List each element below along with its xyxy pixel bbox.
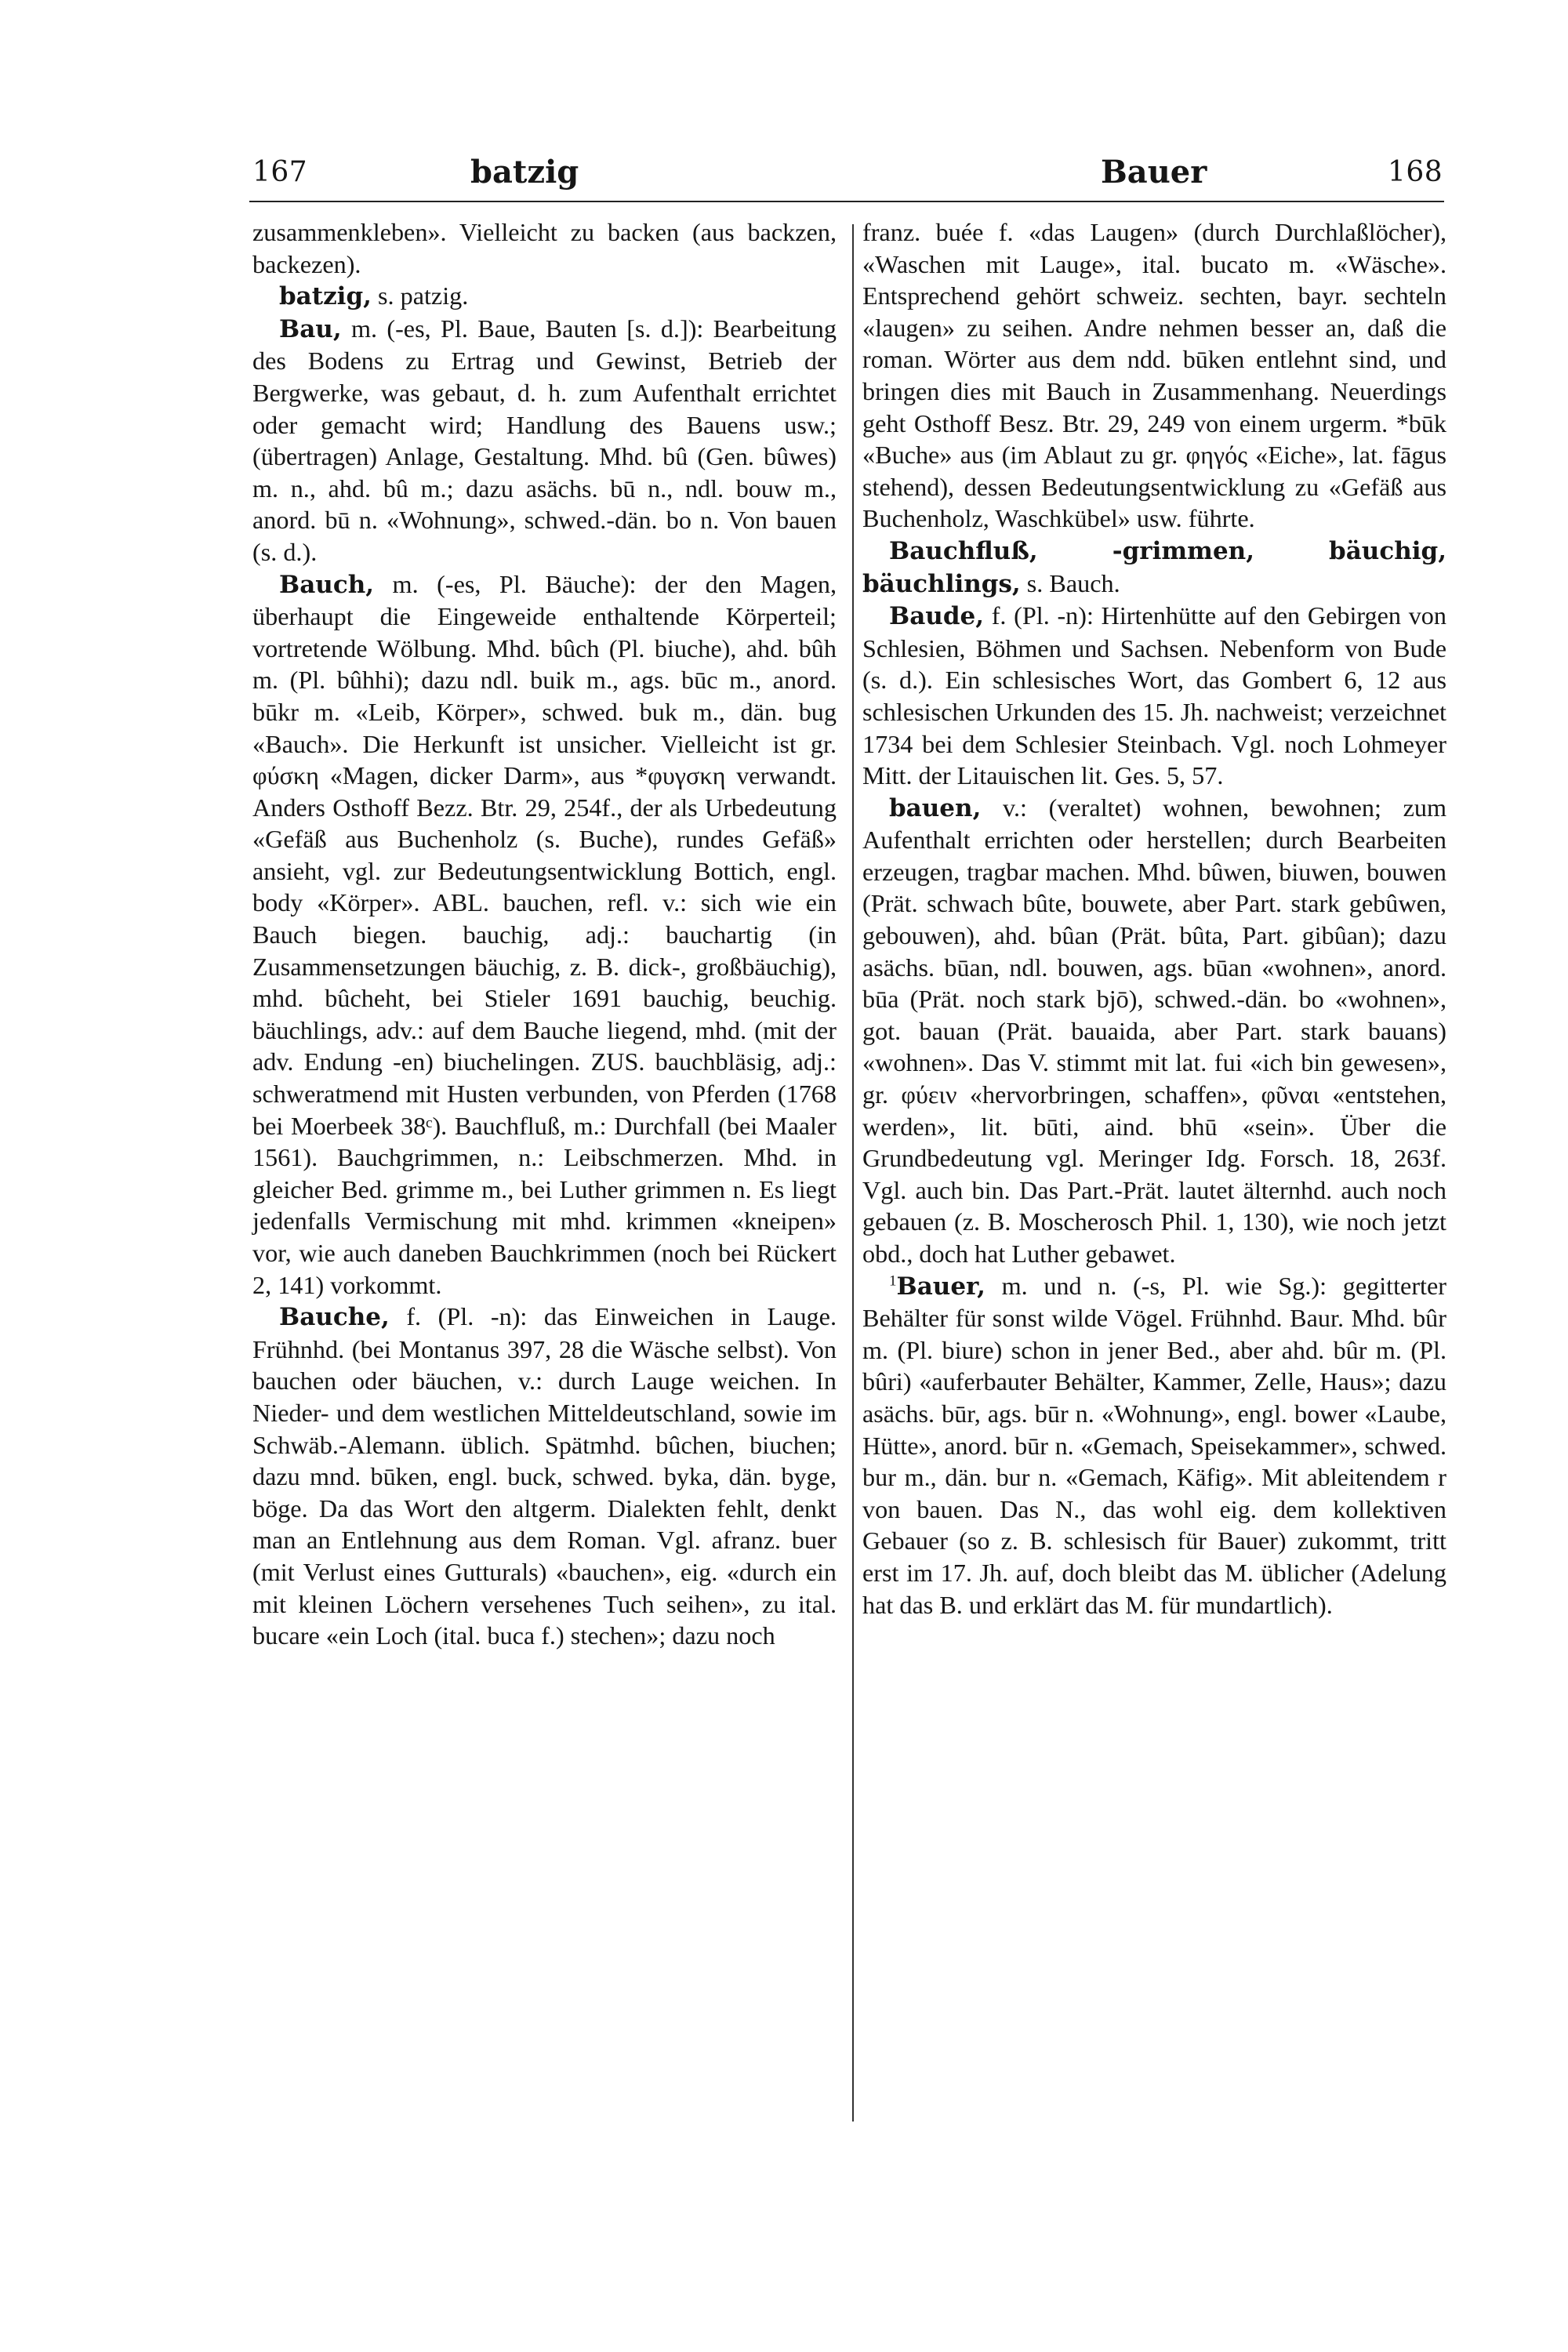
entry-text: s. patzig.: [371, 281, 469, 310]
entry-bauchfluss: [862, 535, 1446, 600]
entry-text: f. (Pl. -n): das Einweichen in Lauge. Frühnhd. (bei Montanus 397, 28 die Wäsche selbst). Von bauchen oder bäuchen, v.: durch Lauge weichen. In Nieder- und dem westlichen Mitteldeutschland, sowie im Schwäb.-Alemann. üblich. Spätmhd. bûchen, biuchen; dazu mnd. būken, engl. buck, schwed. byka, dän. byge, böge. Da das Wort den altgerm. Dialekten fehlt, denkt man an Entlehnung aus dem Roman. Vgl. afranz. buer (mit Verlust eines Gutturals) «bauchen», eig. «durch ein mit kleinen Löchern versehenes Tuch seihen», zu ital. bucare «ein Loch (ital. buca f.) stechen»; dazu noch: [252, 1302, 837, 1650]
headword: Bauer,: [896, 1272, 985, 1301]
headword: Bauche,: [279, 1303, 390, 1332]
entry-bauer: [862, 1270, 1446, 1621]
column-divider: [852, 224, 854, 2122]
left-column: [252, 216, 837, 1652]
header-rule: [249, 201, 1444, 202]
page-number-left: 167: [252, 156, 308, 188]
entry-text: v.: (veraltet) wohnen, bewohnen; zum Aufenthalt errichten oder herstellen; durch Bearbeiten erzeugen, tragbar machen. Mhd. bûwen, biuwen, bouwen (Prät. schwach bûte, bouwete, aber Part. stark gebûwen, gebouwen), ahd. bûan (Prät. bûta, Part. gibûan); dazu asächs. būan, ndl. bouwen, ags. būan «wohnen», anord. būa (Prät. noch stark bjō), schwed.-dän. bo «wohnen», got. bauan (Prät. bauaida, aber Part. stark bauans) «wohnen». Das V. stimmt mit lat. fui «ich bin gewesen», gr. φύειν «hervorbringen, schaffen», φῦναι «entstehen, werden», lit. būti, aind. bhū «sein». Über die Grundbedeutung vgl. Meringer Idg. Forsch. 18, 263f. Vgl. auch bin. Das Part.-Prät. lautet älternhd. auch noch gebauen (z. B. Moscherosch Phil. 1, 130), wie noch jetzt obd., doch hat Luther gebawet.: [862, 793, 1446, 1268]
entry-bau: [252, 313, 837, 568]
guide-word-left: batzig: [470, 154, 579, 191]
entry-bauche: [252, 1301, 837, 1652]
entry-continuation: zusammenkleben». Vielleicht zu backen (aus backzen, backezen).: [252, 218, 837, 278]
right-column: [862, 216, 1446, 1621]
entry-bauch: [252, 568, 837, 1301]
entry-text: s. Bauch.: [1020, 568, 1120, 597]
headword: batzig,: [279, 282, 372, 311]
entry-baude: [862, 600, 1446, 792]
entry-text: m. (-es, Pl. Baue, Bauten [s. d.]): Bearbeitung des Bodens zu Ertrag und Gewinst, Betrieb der Bergwerke, was gebaut, d. h. zum Aufenthalt errichtet oder gemacht wird; Handlung des Bauens usw.; (übertragen) Anlage, Gestaltung. Mhd. bû (Gen. bûwes) m. n., ahd. bû m.; dazu asächs. bū n., ndl. bouw m., anord. bū n. «Wohnung», schwed.-dän. bo n. Von bauen (s. d.).: [252, 314, 837, 566]
headword: Bauchfluß, -grimmen, bäuchig, bäuchlings,: [862, 536, 1446, 598]
headword: bauen,: [889, 793, 982, 822]
entry-text: m. und n. (-s, Pl. wie Sg.): gegitterter Behälter für sonst wilde Vögel. Frühnhd. Baur. Mhd. bûr m. (Pl. biure) schon in jener Bed., aber ahd. bûr m. (Pl. bûri) «auferbauter Behälter, Kammer, Zelle, Haus»; dazu asächs. būr, ags. būr n. «Wohnung», engl. bower «Laube, Hütte», anord. būr n. «Gemach, Speisekammer», schwed. bur m., dän. bur n. «Gemach, Käfig». Mit ableitendem r von bauen. Das N., das wohl eig. dem kollektiven Gebauer (so z. B. schlesisch für Bauer) zukommt, tritt erst im 17. Jh. auf, doch bleibt das M. üblicher (Adelung hat das B. und erklärt das M. für mundartlich).: [862, 1271, 1446, 1619]
guide-word-right: Bauer: [1101, 154, 1207, 191]
entry-continuation: franz. buée f. «das Laugen» (durch Durchlaßlöcher), «Waschen mit Lauge», ital. bucato m. «Wäsche». Entsprechend gehört schweiz. sechten, bayr. sechteln «laugen» zu seihen. Andre nehmen besser an, daß die roman. Wörter aus dem ndd. būken entlehnt sind, und bringen dies mit Bauch in Zusammenhang. Neuerdings geht Osthoff Besz. Btr. 29, 249 von einem urgerm. *būk «Buche» aus (im Ablaut zu gr. φηγός «Eiche», lat. fāgus stehend), dessen Bedeutungsentwicklung zu «Gefäß aus Buchenholz, Waschkübel» usw. führte.: [862, 218, 1446, 533]
entry-bauen: [862, 792, 1446, 1270]
page-number-right: 168: [1388, 156, 1443, 188]
running-header: [0, 149, 1568, 196]
headword: Bauch,: [279, 570, 375, 599]
entry-text: f. (Pl. -n): Hirtenhütte auf den Gebirgen von Schlesien, Böhmen und Sachsen. Nebenform von Bude (s. d.). Ein schlesisches Wort, das Gombert 6, 12 aus schlesischen Urkunden des 15. Jh. nachweist; verzeichnet 1734 bei dem Schlesier Steinbach. Vgl. noch Lohmeyer Mitt. der Litauischen lit. Ges. 5, 57.: [862, 601, 1446, 790]
headword: Baude,: [889, 602, 985, 631]
entry-text: m. (-es, Pl. Bäuche): der den Magen, überhaupt die Eingeweide enthaltende Körperteil; vortretende Wölbung. Mhd. bûch (Pl. biuche), ahd. bûh m. (Pl. bûhhi); dazu ndl. buik m., ags. būc m., anord. būkr m. «Leib, Körper», schwed. buk m., dän. bug «Bauch». Die Herkunft ist unsicher. Vielleicht ist gr. φύσκη «Magen, dicker Darm», aus *φυγσκη verwandt. Anders Osthoff Bezz. Btr. 29, 254f., der als Urbedeutung «Gefäß aus Buchenholz (s. Buche), rundes Gefäß» ansieht, vgl. zur Bedeutungsentwicklung Bottich, engl. body «Körper». ABL. bauchen, refl. v.: sich wie ein Bauch biegen. bauchig, adj.: bauchartig (in Zusammensetzungen bäuchig, z. B. dick-, großbäuchig), mhd. bûcheht, bei Stieler 1691 bauchig, beuchig. bäuchlings, adv.: auf dem Bauche liegend, mhd. (mit der adv. Endung -en) biuchelingen. ZUS. bauchbläsig, adj.: schweratmend mit Husten verbunden, von Pferden (1768 bei Moerbeek 38ᶜ). Bauchfluß, m.: Durchfall (bei Maaler 1561). Bauchgrimmen, n.: Leibschmerzen. Mhd. in gleicher Bed. grimme m., bei Luther grimmen n. Es liegt jedenfalls Vermischung mit mhd. krimmen «kneipen» vor, wie auch daneben Bauchkrimmen (noch bei Rückert 2, 141) vorkommt.: [252, 569, 837, 1299]
homograph-number: 1: [889, 1272, 897, 1289]
headword: Bau,: [279, 314, 342, 343]
entry-batzig: [252, 280, 837, 313]
